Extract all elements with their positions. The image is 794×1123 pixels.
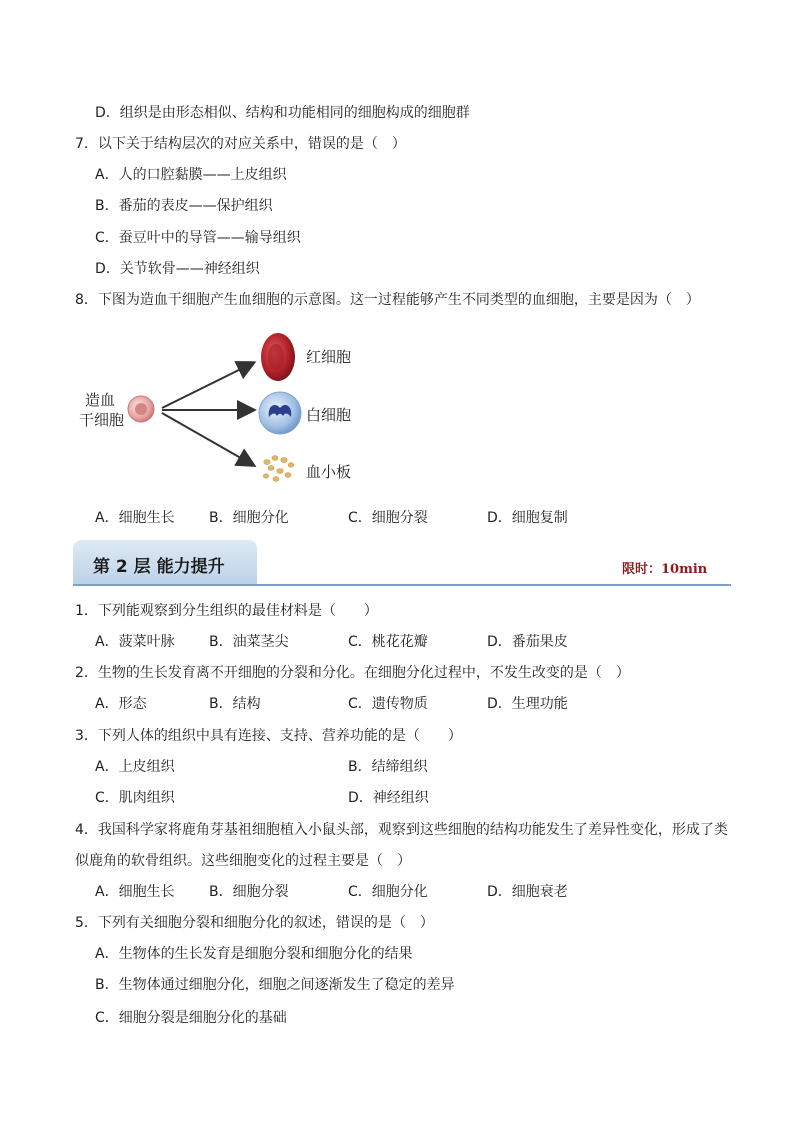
s2-q3-options-row2	[0, 788, 794, 808]
s2-q3-options-row1	[0, 757, 794, 777]
q7-option-d: D．关节软骨——神经组织	[95, 261, 260, 277]
s2-q4-option-d: D．细胞衰老	[487, 884, 568, 900]
s2-q4-stem-line2: 似鹿角的软骨组织。这些细胞变化的过程主要是（ ）	[75, 853, 411, 869]
s2-q4-option-b: B．细胞分裂	[209, 884, 289, 900]
q7-option-c: C．蚕豆叶中的导管——输导组织	[95, 230, 301, 246]
s2-q3-option-b: B．结缔组织	[348, 759, 428, 775]
red-blood-cell-icon	[261, 333, 295, 381]
s2-q4-stem-line1: 4．我国科学家将鹿角芽基祖细胞植入小鼠头部，观察到这些细胞的结构功能发生了差异性变化，形成了类	[75, 822, 728, 838]
s2-q4-option-a: A．细胞生长	[95, 884, 175, 900]
platelet-icon	[263, 456, 294, 482]
s2-q5-option-c: C．细胞分裂是细胞分化的基础	[95, 1010, 287, 1026]
white-cell-label: 白细胞	[306, 406, 352, 424]
arrows	[162, 363, 253, 465]
s2-q1-option-a: A．菠菜叶脉	[95, 634, 175, 650]
section-divider	[73, 584, 731, 586]
stem-cell-icon	[128, 396, 154, 422]
s2-q2-option-a: A．形态	[95, 696, 147, 712]
q8-stem: 8．下图为造血干细胞产生血细胞的示意图。这一过程能够产生不同类型的血细胞，主要是因为（ ）	[75, 292, 700, 308]
blood-cell-diagram	[70, 325, 390, 505]
s2-q3-option-d: D．神经组织	[348, 790, 429, 806]
q7-stem: 7．以下关于结构层次的对应关系中，错误的是（ ）	[75, 136, 406, 152]
q8-option-b: B．细胞分化	[209, 510, 289, 526]
s2-q2-option-d: D．生理功能	[487, 696, 568, 712]
q8-option-c: C．细胞分裂	[348, 510, 428, 526]
stem-cell-label-2: 干细胞	[79, 411, 125, 429]
s2-q1-options	[0, 632, 794, 652]
white-blood-cell-icon	[259, 392, 301, 434]
s2-q4-options	[0, 882, 794, 902]
s2-q2-option-c: C．遗传物质	[348, 696, 428, 712]
s2-q5-option-a: A．生物体的生长发育是细胞分裂和细胞分化的结果	[95, 946, 413, 962]
s2-q3-option-c: C．肌肉组织	[95, 790, 175, 806]
s2-q2-options	[0, 694, 794, 714]
stem-cell-label-1: 造血	[85, 391, 116, 409]
s2-q4-option-c: C．细胞分化	[348, 884, 428, 900]
q7-option-b: B．番茄的表皮——保护组织	[95, 198, 273, 214]
s2-q2-option-b: B．结构	[209, 696, 261, 712]
s2-q1-option-c: C．桃花花瓣	[348, 634, 428, 650]
platelet-label: 血小板	[306, 463, 352, 481]
q6-option-d: D．组织是由形态相似、结构和功能相同的细胞构成的细胞群	[95, 105, 470, 121]
s2-q5-option-b: B．生物体通过细胞分化，细胞之间逐渐发生了稳定的差异	[95, 977, 455, 993]
section-title: 第 2 层 能力提升	[93, 557, 225, 577]
s2-q3-stem: 3．下列人体的组织中具有连接、支持、营养功能的是（ ）	[75, 728, 462, 744]
s2-q3-option-a: A．上皮组织	[95, 759, 175, 775]
s2-q1-stem: 1．下列能观察到分生组织的最佳材料是（ ）	[75, 603, 378, 619]
q7-option-a: A．人的口腔黏膜——上皮组织	[95, 167, 287, 183]
s2-q2-stem: 2．生物的生长发育离不开细胞的分裂和分化。在细胞分化过程中，不发生改变的是（ ）	[75, 665, 630, 681]
q8-option-d: D．细胞复制	[487, 510, 568, 526]
s2-q1-option-b: B．油菜茎尖	[209, 634, 289, 650]
red-cell-label: 红细胞	[306, 348, 352, 366]
s2-q5-stem: 5．下列有关细胞分裂和细胞分化的叙述，错误的是（ ）	[75, 915, 434, 931]
s2-q1-option-d: D．番茄果皮	[487, 634, 568, 650]
q8-option-a: A．细胞生长	[95, 510, 175, 526]
q8-options	[0, 508, 794, 528]
time-limit: 限时：10min	[622, 562, 708, 577]
